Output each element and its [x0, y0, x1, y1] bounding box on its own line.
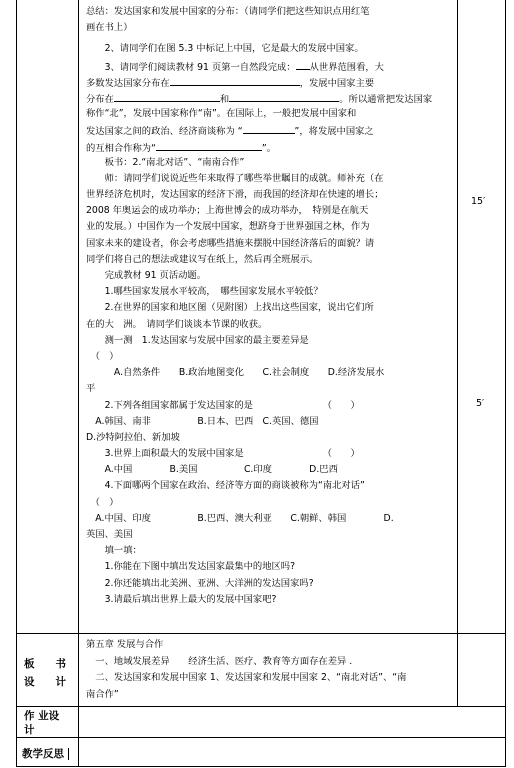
homework-label-top: 作 业设: [24, 710, 60, 722]
lesson-line: 1.你能在下图中填出发达国家最集中的地区吗?: [86, 561, 296, 573]
time-allocation-second: 5′: [476, 398, 485, 409]
lesson-line: 1.哪些国家发展水平较高， 哪些国家发展水平较低？: [86, 286, 323, 298]
lesson-line: 业的发展。）中国作为一个发展中国家，想跻身于世界强国之林，作为: [86, 221, 370, 233]
lesson-line: （ ）: [86, 496, 119, 508]
lesson-line: 画在书上）: [86, 22, 133, 34]
row-divider-reflection: [16, 737, 506, 738]
board-design-label-bottom: 设 计: [24, 676, 66, 688]
board-line: 二、发达国家和发展中国家 1、发达国家和发展中国家 2、“南北对话”、“南: [86, 672, 407, 683]
lesson-line: 测一测 1.发达国家与发展中国家的最主要差异是: [86, 334, 309, 346]
table-bottom-border: [16, 766, 506, 767]
lesson-line: 3.请最后填出世界上最大的发展中国家吧?: [86, 593, 277, 605]
row-divider-board: [16, 633, 506, 634]
lesson-line: A.韩国、南非 B.日本、巴西 C.英国、德国: [86, 415, 319, 427]
lesson-plan-table: [16, 0, 506, 767]
row-divider-homework: [16, 706, 506, 707]
table-right-border: [505, 0, 506, 767]
lesson-line: 2.下列各组国家都属于发达国家的是 （ ）: [86, 399, 360, 411]
time-allocation-first: 15′: [471, 196, 486, 207]
table-col-divider-1: [78, 0, 79, 767]
lesson-line: 3、请同学们阅读教材 91 页第一自然段完成： 从世界范围看，大: [86, 58, 474, 74]
lesson-line: 多数发达国家分布在 ，发展中国家主要: [86, 74, 474, 90]
homework-label-bottom: 计: [24, 724, 35, 736]
lesson-line: 师：请同学们说说近些年来取得了哪些举世瞩目的成就。师补充（在: [86, 172, 384, 184]
board-design-content: [86, 637, 500, 703]
board-line: 一、地域发展差异 经济生活、医疗、教育等方面存在差异 .: [86, 655, 353, 667]
lesson-line: 板书：2.“南北对话”、“南南合作”: [86, 156, 245, 168]
lesson-line: 3.世界上面积最大的发展中国家是 （ ）: [86, 448, 360, 460]
lesson-line: 2.你还能填出北美洲、亚洲、大洋洲的发达国家吗?: [86, 577, 314, 589]
lesson-content: [86, 4, 474, 608]
text-cursor: [68, 748, 69, 760]
lesson-line: 在的大 洲。 请同学们谈谈本节课的收获。: [86, 318, 268, 330]
board-line: 南合作”: [86, 688, 119, 700]
lesson-line: A.中国、印度 B.巴西、澳大利亚 C.朝鲜、韩国 D.: [86, 512, 394, 524]
lesson-line: 同学们将自己的想法或建议写在纸上，然后再全班展示。: [86, 253, 319, 265]
lesson-line: D.沙特阿拉伯、新加坡: [86, 431, 180, 443]
lesson-line: 分布在 和 。所以通常把发达国家: [86, 90, 474, 106]
reflection-label: 教学反思: [22, 748, 64, 760]
lesson-line: 4.下面哪两个国家在政治、经济等方面的商谈被称为“南北对话”: [86, 480, 365, 492]
lesson-line: A.中国 B.美国 C.印度 D.巴西: [86, 464, 338, 476]
lesson-line: 2、请同学们在图 5.3 中标记上中国，它是最大的发展中国家。: [86, 43, 364, 55]
lesson-line: 发达国家之间的政治、经济商谈称为 “ ”，将发展中国家之: [86, 122, 474, 138]
table-left-border: [16, 0, 17, 767]
lesson-line: 2008 年奥运会的成功举办；上海世博会的成功举办， 特别是在航天: [86, 205, 369, 217]
lesson-line: 2.在世界的国家和地区图（见附图）上找出这些国家，说出它们所: [86, 302, 374, 314]
lesson-line: 国家未来的建设者，你会考虑哪些措施来摆脱中国经济落后的面貌？请: [86, 237, 375, 249]
lesson-line: 英国、美国: [86, 529, 133, 540]
lesson-line: 完成教材 91 页活动题。: [86, 270, 207, 281]
lesson-line: 填一填：: [86, 545, 142, 557]
lesson-line: 平: [86, 383, 96, 395]
lesson-line: 总结：发达国家和发展中国家的分布：（请同学们把这些知识点用红笔: [86, 6, 370, 17]
lesson-line: （ ）: [86, 350, 119, 362]
lesson-line: 的互相合作称为“ ”。: [86, 139, 474, 155]
board-design-label-top: 板 书: [24, 658, 66, 670]
lesson-line: 称作“北”，发展中国家称作“南”。在国际上，一般把发展中国家和: [86, 108, 357, 120]
board-line: 第五章 发展与合作: [86, 639, 164, 650]
lesson-line: A.自然条件 B.政治地图变化 C.社会制度 D.经济发展水: [86, 367, 385, 379]
lesson-line: 世界经济危机时，发达国家的经济下滑，而我国的经济却在快速的增长；: [86, 189, 384, 201]
